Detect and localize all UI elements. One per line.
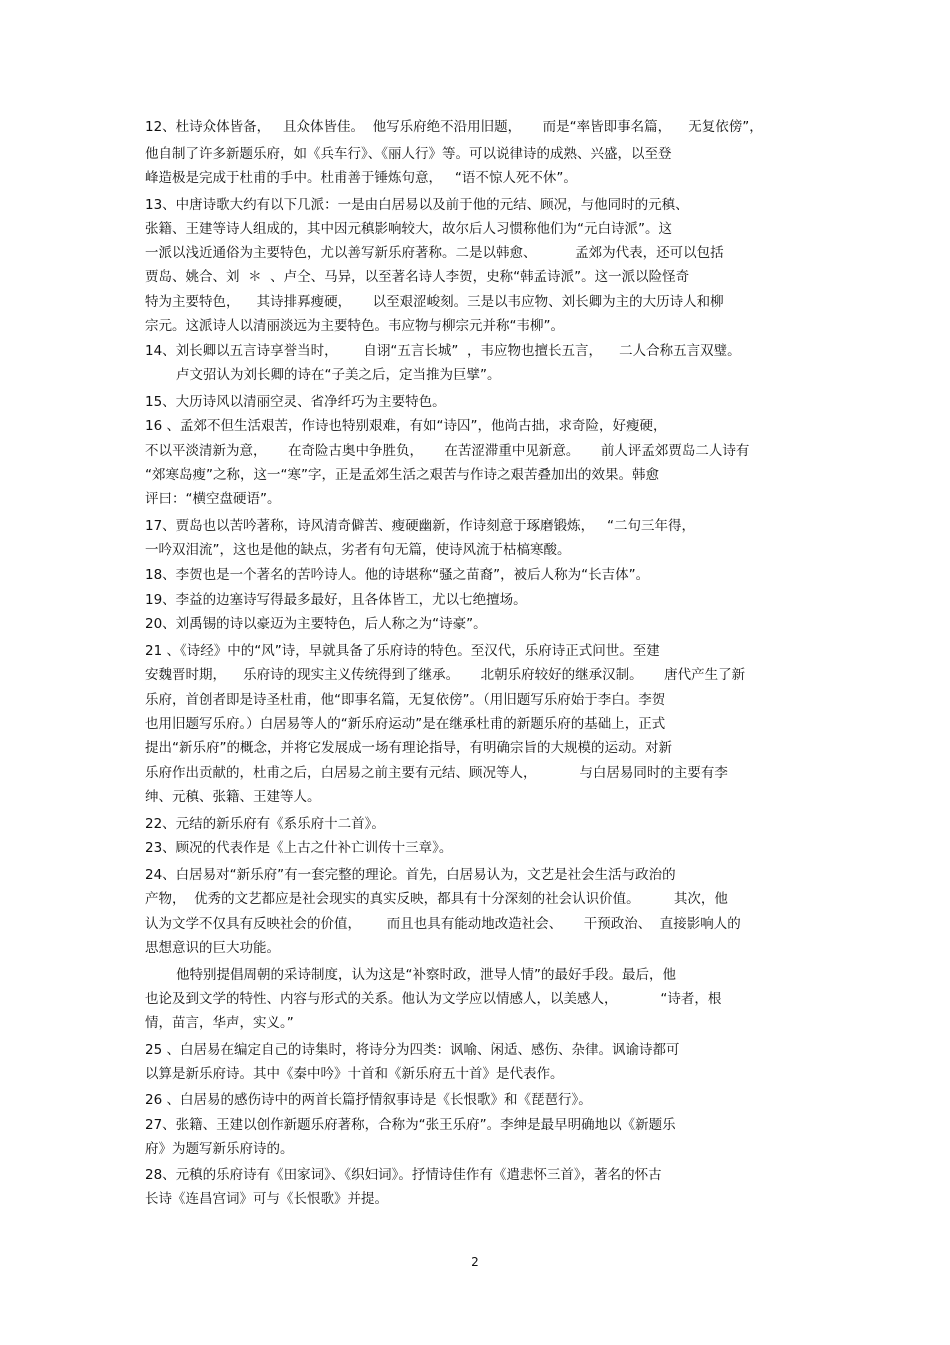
text-line: 产物， 优秀的文艺都应是社会现实的真实反映，都具有十分深刻的社会认识价值。 其次，他 <box>145 891 728 907</box>
text-line: 张籍、王建等诗人组成的，其中因元稹影响较大，故尔后人习惯称他们为“元白诗派”。这 <box>145 221 672 237</box>
text-line: 19、李益的边塞诗写得最多最好，且各体皆工，尤以七绝擅场。 <box>145 592 527 608</box>
text-line: 不以平淡清新为意， 在奇险古奥中争胜负， 在苦涩滞重中见新意。 前人评孟郊贾岛二人诗有 <box>145 443 750 459</box>
text-line: 长诗《连昌宫词》可与《长恨歌》并提。 <box>145 1191 388 1207</box>
text-line: 绅、元稹、张籍、王建等人。 <box>145 789 321 805</box>
text-line: 28、元稹的乐府诗有《田家词》、《织妇词》。抒情诗佳作有《遣悲怀三首》，著名的怀古 <box>145 1167 662 1183</box>
text-line: “郊寒岛瘦”之称，这一“寒”字，正是孟郊生活之艰苦与作诗之艰苦叠加出的效果。韩愈 <box>145 467 659 483</box>
text-line: 认为文学不仅具有反映社会的价值， 而且也具有能动地改造社会、 干预政治、 直接影响人的 <box>145 916 741 932</box>
text-line: 23、顾况的代表作是《上古之什补亡训传十三章》。 <box>145 840 453 856</box>
text-line: 他特别提倡周朝的采诗制度，认为这是“补察时政，泄导人情”的最好手段。最后，他 <box>176 967 676 983</box>
text-line: 贾岛、姚合、刘 ＊ 、卢仝、马异，以至著名诗人李贺，史称“韩孟诗派”。这一派以险怪奇 <box>145 269 690 285</box>
text-line: 18、李贺也是一个著名的苦吟诗人。他的诗堪称“骚之苗裔”，被后人称为“长吉体”。 <box>145 567 650 583</box>
text-line: 一吟双泪流”，这也是他的缺点，劣者有句无篇，使诗风流于枯槁寒酸。 <box>145 542 571 558</box>
text-line: 思想意识的巨大功能。 <box>145 940 280 956</box>
text-line: 20、刘禹锡的诗以豪迈为主要特色，后人称之为“诗豪”。 <box>145 616 487 632</box>
text-line: 情，苗言，华声，实义。” <box>145 1015 294 1031</box>
text-line: 特为主要特色， 其诗排奡瘦硬， 以至艰涩峻刻。三是以韦应物、刘长卿为主的大历诗人和柳 <box>145 294 724 310</box>
text-line: 也用旧题写乐府。）白居易等人的“新乐府运动”是在继承杜甫的新题乐府的基础上，正式 <box>145 716 666 732</box>
text-line: 27、张籍、王建以创作新题乐府著称，合称为“张王乐府”。李绅是最早明确地以《新题乐 <box>145 1117 676 1133</box>
text-line: 卢文弨认为刘长卿的诗在“子美之后，定当推为巨擘”。 <box>176 367 501 383</box>
text-line: 乐府作出贡献的，杜甫之后，白居易之前主要有元结、顾况等人， 与白居易同时的主要有李 <box>145 765 728 781</box>
text-line: 21 、《诗经》中的“风”诗，早就具备了乐府诗的特色。至汉代，乐府诗正式问世。至建 <box>145 643 660 659</box>
text-line: 府》为题写新乐府诗的。 <box>145 1141 294 1157</box>
text-line: 安魏晋时期， 乐府诗的现实主义传统得到了继承。 北朝乐府较好的继承汉制。 唐代产生了新 <box>145 667 746 683</box>
text-line: 17、贾岛也以苦吟著称，诗风清奇僻苦、瘦硬幽新，作诗刻意于琢磨锻炼， “二句三年得， <box>145 518 696 534</box>
text-line: 他自制了许多新题乐府，如《兵车行》、《丽人行》等。可以说律诗的成熟、兴盛，以至登 <box>145 146 672 162</box>
text-line: 以算是新乐府诗。其中《秦中吟》十首和《新乐府五十首》是代表作。 <box>145 1066 564 1082</box>
text-line: 15、大历诗风以清丽空灵、省净纤巧为主要特色。 <box>145 394 446 410</box>
text-line: 26 、白居易的感伤诗中的两首长篇抒情叙事诗是《长恨歌》和《琵琶行》。 <box>145 1092 592 1108</box>
text-line: 提出“新乐府”的概念，并将它发展成一场有理论指导，有明确宗旨的大规模的运动。对新 <box>145 740 672 756</box>
text-line: 12、杜诗众体皆备， 且众体皆佳。 他写乐府绝不沿用旧题， 而是“率皆即事名篇， 无复依傍”， <box>145 119 763 135</box>
text-line: 24、白居易对“新乐府”有一套完整的理论。首先，白居易认为，文艺是社会生活与政治的 <box>145 867 676 883</box>
text-line: 评曰：“横空盘硬语”。 <box>145 491 281 507</box>
text-line: 峰造极是完成于杜甫的手中。杜甫善于锤炼句意， “语不惊人死不休”。 <box>145 170 577 186</box>
text-line: 13、中唐诗歌大约有以下几派：一是由白居易以及前于他的元结、顾况，与他同时的元稹、 <box>145 197 689 213</box>
text-line: 也论及到文学的特性、内容与形式的关系。他认为文学应以情感人，以美感人， “诗者，根 <box>145 991 722 1007</box>
text-line: 乐府，首创者即是诗圣杜甫，他“即事名篇，无复依傍”。（用旧题写乐府始于李白。李贺 <box>145 692 666 708</box>
text-line: 22、元结的新乐府有《系乐府十二首》。 <box>145 816 385 832</box>
text-line: 14、刘长卿以五言诗享誉当时， 自诩“五言长城” ，韦应物也擅长五言， 二人合称五言双璧。 <box>145 343 741 359</box>
page-number: 2 <box>471 1255 479 1269</box>
text-line: 宗元。这派诗人以清丽淡远为主要特色。韦应物与柳宗元并称“韦柳”。 <box>145 318 564 334</box>
text-line: 16 、孟郊不但生活艰苦，作诗也特别艰难，有如“诗囚”，他尚古拙，求奇险，好瘦硬， <box>145 418 667 434</box>
text-line: 一派以浅近通俗为主要特色，尤以善写新乐府著称。二是以韩愈、 孟郊为代表，还可以包括 <box>145 245 724 261</box>
text-line: 25 、白居易在编定自己的诗集时，将诗分为四类：讽喻、闲适、感伤、杂律。讽谕诗都可 <box>145 1042 680 1058</box>
